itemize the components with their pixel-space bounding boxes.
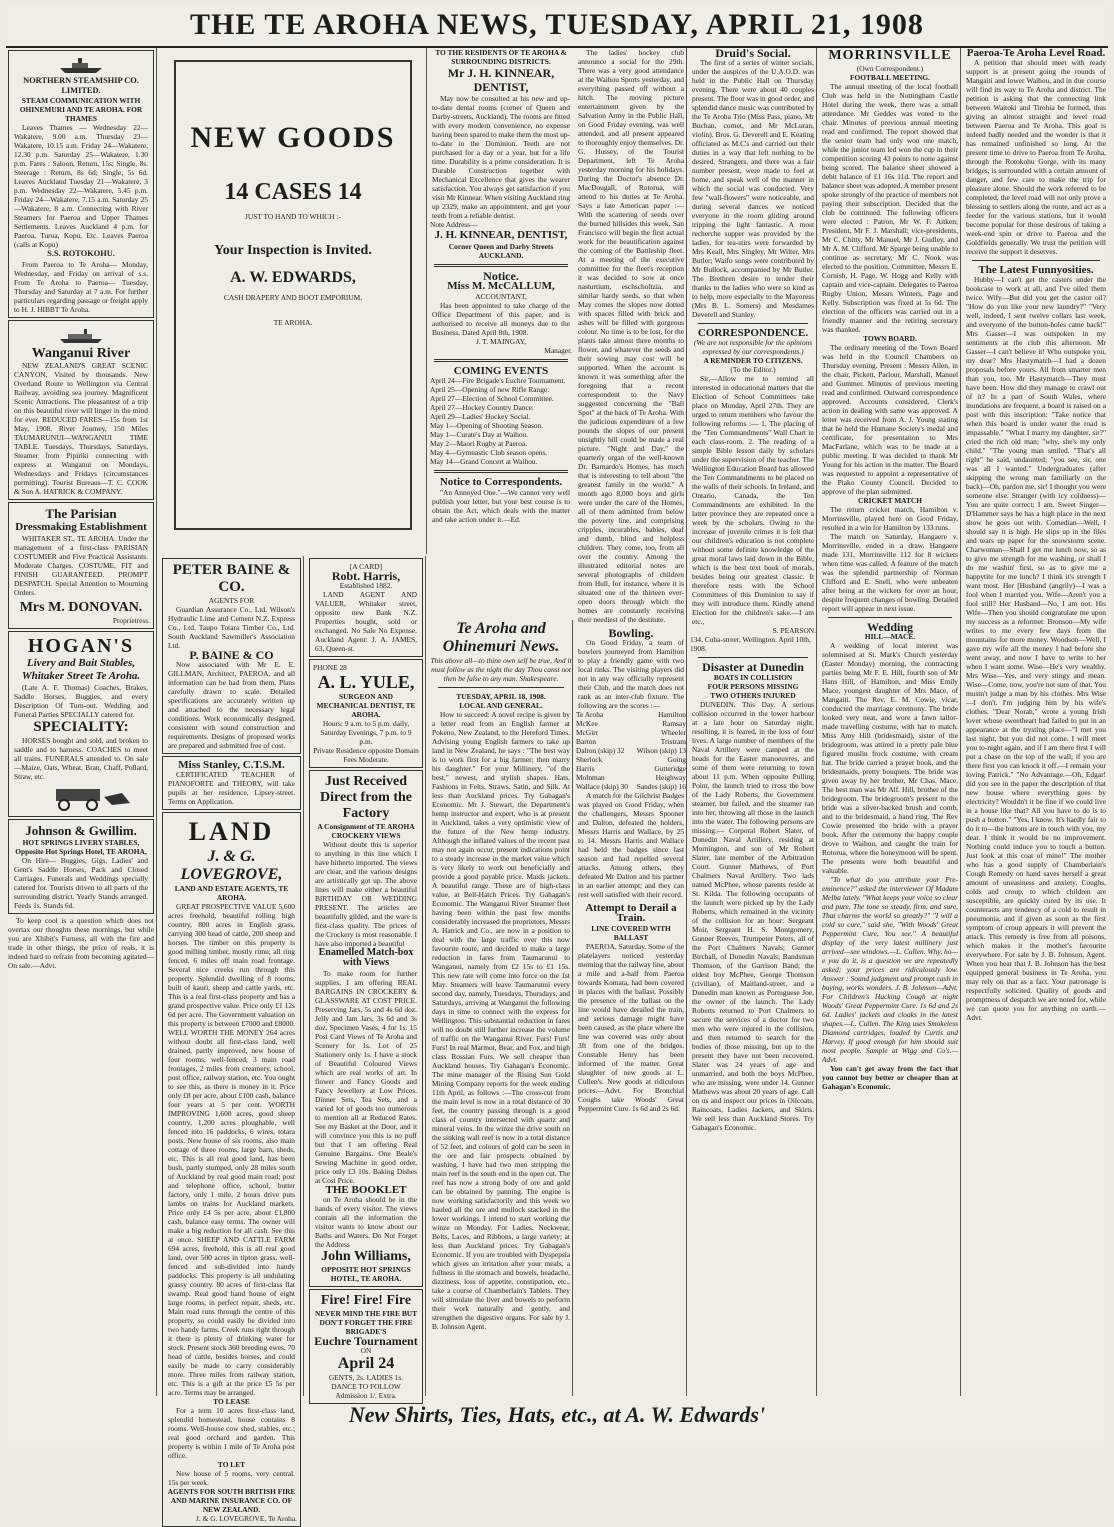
town-board-title: TOWN BOARD. — [863, 334, 917, 343]
divider — [434, 359, 568, 362]
mccallum-name: Miss M. McCALLUM, — [447, 280, 555, 293]
score-row — [576, 782, 686, 791]
score-cell: Dalton (skip) 32 — [576, 746, 625, 756]
hogans-sub: Livery and Bait Stables, Whitaker Street Te Aroha. — [21, 656, 141, 682]
agents-sign: J. & G. LOVEGROVE, Te Aroha. — [196, 1514, 297, 1524]
wedding-sub: HILL—MACE. — [864, 632, 916, 642]
johnson-body: On Hire— Buggies, Gigs, Ladies' and Gent's Saddle Horses, Pack and Closed Carriages. Funerals and Weddings specially catered for. Tourists driven to all parts of the surrounding district. Yearly Stands arranged. Feeds 1s. Stands 6d. — [14, 855, 148, 910]
paper-title: Te Aroha and Ohinemuri News. — [442, 620, 560, 655]
disaster-sub-2: FOUR PERSONS MISSING — [707, 681, 799, 691]
score-row — [576, 728, 686, 737]
col5-body: The ladies' hockey club announce a social for the 29th. There was a very good attendance at the Waihou Sports yesterday, and everything passed off without a hitch. The moving picture entertainment given by the Salvation Army in the Public Hall, on Good Friday evening, was well attended, and all present appeared to thoroughly enjoy themselves. Dr. G. Hussey, of the Tourist Department, left Te Aroha yesterday morning for his holidays. During the Doctor's absence Dr. MacDougall, of Rotorua, will attend to his duties at Te Aroha. Says a late American paper :—With the scattering of seeds over the burned hillsides this week, San Francisco will begin the first actual work for the beautification against the coming of the Battleship fleet. At a meeting of the executive committee for the fleet's reception it was decided to sow at once nasturtium, eschscholtzia, and similar hardy seeds, so that when May comes the slopes now dotted with spaces filled with brick and ashes will be filled with gorgeous colour. No time is to be lost, for the plants take almost three months to flower, and whatever the seeds and their sowing may cost will be supported. When the account is known it was something after the foregoing that a recent correspondent to the Navy suggested concerning the "Ball Spot" at the back of Te Aroha. With the judicious expenditure of a few pounds the slopes of our present unsightly hill could be made a real picture. "Night and Day," the quarterly organ of the well-known Dr. Barnardo's Homes, has much that is interesting to tell about "the greatest family in the world." A month ago 8,000 boys and girls were under the care of the Homes, all of them admitted from below the poverty line, and comprising cripples, incurables, babies, deaf and dumb, blind and helpless children. They come, too, from all over the country. Among the illustrated editorial notes are several photographs of children from Hull, for instance, where it is situated one of the thirteen ever-open doors through which the homes are constantly receiving their neediest of the destitute. — [578, 48, 684, 624]
derail-body: PAEROA, Saturday. Some of the platelayers noticed yesterday morning that the railway line, about a mile and a-half from Paeroa towards Komata, had been covered in places with the ballast. Possibly the presence of the ballast on the line would have derailed the train, and serious damage might have been caused, as the place where the line was covered was only about 3ft from one of the bridges. Constable Henry has been informed of the matter. Great slaughter of new goods at L. Cullen's. New goods at ridiculous prices.—Advt. For Bronchial Coughs take Woods' Great Peppermint Cure. 1s 6d and 2s 6d. — [578, 941, 684, 1113]
funnyosities-title: The Latest Funnyosities. — [978, 264, 1094, 277]
column-8 — [964, 48, 1108, 1396]
correspondents-body: "An Annoyed One."—We cannot very well publish your letter, but your best course is to obtain the Act, which deals with the matter and take action under it.—Ed. — [432, 487, 570, 524]
kinnear-address: Corner Queen and Darby Streets AUCKLAND. — [448, 242, 554, 260]
yule-phone: PHONE 28 — [313, 663, 347, 673]
johnson-title: Johnson & Gwillim. — [25, 822, 137, 838]
score-row — [576, 773, 686, 782]
river-steamer-icon — [58, 326, 104, 344]
edwards-role: CASH DRAPERY AND BOOT EMPORIUM, — [223, 293, 363, 302]
correspondence-title: CORRESPONDENCE. — [697, 327, 809, 340]
rotokohu-body: From Paeroa to Te Aroha— Monday, Wednesday, and Friday on arrival of s.s. From Te Aroha to Paeroa— Tuesday, Thursday and Saturday at 7 a.m. For further particulars regarding passage or freight apply to H. J. HIBBT Te Aroha. — [14, 259, 149, 314]
cases-count: 14 CASES 14 — [224, 179, 362, 205]
euchre-admission: Admission 1/. Extra. — [335, 1391, 397, 1401]
donovan-role: Proprietress. — [112, 615, 150, 625]
rotokohu-title: S.S. ROTOKOHU. — [47, 249, 115, 259]
mccallum-sign: J. T. MAINGAY, — [475, 336, 527, 346]
druid-title: Druid's Social. — [715, 46, 791, 60]
kinnear-notice: TO THE RESIDENTS OF TE AROHA & SURROUNDING DISTRICTS. — [435, 48, 567, 66]
cricket-sub: The return cricket match, Hamilton v. Morrinsville, played here on Good Friday, resulted in a win for Hamilton by 133 runs. — [822, 505, 958, 532]
johnson-ad — [8, 819, 154, 914]
divider — [434, 470, 568, 473]
yule-private: Private Residence opposite Domain Fees Moderate. — [313, 746, 419, 765]
event-item: April 24—Fire Brigade's Euchre Tournament. — [430, 376, 566, 386]
column-7 — [820, 48, 961, 1396]
edwards-place: TE AROHA. — [273, 318, 313, 327]
let-title: TO LET — [217, 1460, 246, 1470]
wedding-body: A wedding of local interest was solemnised at St. Mark's Church yesterday (Easter Monday) morning, the contracting parties being Mr F. E. Hill, fourth son of Mr Hans Hill, of Hamilton, and Miss Emily Mace, youngest daughter of Mrs Mace, of Mangaiti. The Rev. E. M. Cowie, vicar, conducted the marriage ceremony. The bride looked very neat, and wore a fawn tailor-made travelling costume, with hat to match. Miss Amy Hill (bridesmaid), sister of the bridegroom, was attired in a pretty pale blue figured muslin frock costume, with cream hat. The bride carried a prayer book, and the bridesmaids, pretty bouquets. The bride was given away by her brother, Mr Chas. Mace. The best man was Mr Alf. Hill, brother of the bridegroom. The bridegroom's present to the bride was a silver-backed brush and comb, and to the bridesmaid, a band ring. The Rev Cowie presented the bride with a prayer book. After the ceremony the happy couple drove to Waihou, and caught the train for Rotorua, where the honeymoon will be spent. The presents were both beautiful and valuable. — [822, 641, 958, 876]
event-item: May 1—Opening of Shooting Season. — [430, 421, 544, 431]
williams-sub: OPPOSITE HOT SPRINGS HOTEL, TE AROHA. — [321, 1264, 411, 1283]
kinnear-name: Mr J. H. KINNEAR, DENTIST, — [447, 66, 555, 94]
cricket-title: CRICKET MATCH — [858, 496, 922, 505]
northern-name: NORTHERN STEAMSHIP CO. LIMITED. — [23, 76, 139, 96]
lease-body: For a term 10 acres first-class land, splendid homestead, house contains 8 rooms. Well-house cow shed, stables, etc.; real good orchard and garden. This property is within 1 mile of Te Aroha post office. — [168, 1406, 295, 1461]
score-cell: Barton — [576, 737, 597, 747]
column-1 — [6, 48, 157, 1396]
bowling-tail: A match for the Gilchrist Badges was played on Good Friday, when the challengers, Messrs Spooner and Dalton, defeated the holders, Messrs Harris and Wallace, by 25 to 14. Messrs Harris and Wallace had held the badges since last season and had repelled several attacks. Among others, they defeated Mr Dalton and his partner in an earlier attempt; and they can rest well satisfied with their record. — [578, 791, 684, 900]
hogans-title: HOGAN'S — [27, 634, 135, 657]
matchbox-title: Enamelled Match-box with Views — [318, 947, 414, 969]
reminder-title: A REMINDER TO CITIZENS. — [703, 356, 803, 366]
score-cell: Molnman — [576, 773, 605, 783]
score-cell: McKee — [576, 719, 598, 729]
bowling-title: Bowling. — [608, 626, 654, 640]
correspondence-note: (We are not responsible for the opinions expressed by our correspondents.) — [693, 338, 813, 357]
score-row — [576, 710, 686, 719]
parisian-body: WHITAKER ST., TE AROHA. Under the management of a first-class PARISIAN COSTUMIER and Five Practical Assistants. Moderate Charges. COSTUME, FIT and FINISH GUARANTEED. PROMPT DESPATCH. Special Attention to Mourning Orders. — [14, 533, 148, 597]
score-cell: Gutteridge — [654, 764, 686, 774]
bowling-body: On Good Friday, a team of bowlers journeyed from Hamilton to play a friendly game with two local rinks. The visiting players did not in any way officially represent their Club, and the match does not rank as an inter-club fixture. The following are the scores :— — [578, 638, 684, 711]
harris-ad — [309, 558, 423, 657]
reminder-body: Sir,—Allow me to remind all interested in educational matters that the Election of School Committees take place on Monday, April 27th. They are urged to return members who favour the following reforms :— 1. The placing of the "Ten Commandments" Wall Chart in each class-room. 2. The reading of a simple Bible lesson daily by scholars under the supervision of the teacher. The Wellington Education Board has allowed the Ten Commandments to be placed on the walls of their schools. In Ireland, and Ontario, Canada, the Ten Commandments are exhibited. In the latter province they are repeated once a week by the scholars. Owing to the increase of juvenile crimes it is felt that our children's education is not complete without some definite knowledge of the great moral laws laid down in the Bible, which is the best text book of morals, besides being our greatest classic. It therefore rests with the School Committees of this Dominion to say if they will introduce them. Kindly attend Election for the children's sake.—I am etc., — [692, 374, 814, 627]
score-cell: Tristram — [660, 737, 686, 747]
kinnear-name-2: J. H. KINNEAR, DENTIST, — [434, 229, 568, 241]
johnson-sub: HOT SPRINGS LIVERY STABLES, Opposite Hot Springs Hotel, TE AROHA, — [15, 837, 147, 856]
crockery-body: Without doubt this is superior to anything in this line which I have hitherto imported. The views are clear, and the various designs are artistically got up. The above lines will make either a beautiful BIRTHDAY OR WEDDING PRESENT. The articles are beautifully gilded, and the ware is first-class quality. The prices of the Crockery is most reasonable. I have also imported a beautiful — [315, 840, 417, 949]
baine-title: PETER BAINE & CO. — [172, 562, 291, 595]
town-board-body: The ordinary meeting of the Town Board was held in the Council Chambers on Thursday evening. Present : Messrs Allen, in the chair, Pickett, Parlour, Marshall, Manuel and Gummer. Minutes of previous meeting read and confirmed. Outward correspondence approved. Accounts considered, Clerk's action in dealing with same was approved. A letter was received from A. J. Young stating that he held the Humane Society's medal and certificate, for presentation to Mrs MacFarlane, which was to be made at a public meeting. It was decided to thank Mr Young for his action in the matter. The Board was requested to appoint a representative of the Piako County Council. Decided to approve of the plan submitted. — [822, 343, 958, 496]
mccallum-body: Has been appointed to take charge of the Office Department of this paper, and is authorised to receive all moneys due to the Business. Dated April 8th, 1908. — [432, 300, 570, 337]
inspection-invited: Your Inspection is Invited. — [214, 243, 372, 258]
score-cell: Hamilton — [658, 710, 686, 720]
parisian-title: The Parisian — [45, 505, 117, 521]
disaster-sub-3: TWO OTHERS INJURED — [710, 690, 796, 700]
harris-est: Established 1882. — [339, 581, 393, 591]
col7-tail: "To what do you attribute your Pre-eminence?" asked the interviewer Of Madam Melba lately. "What keeps your voice so clear and pure, The tone so steady, firm, and sure, That charms the world so greatly?" "I will a cold so cure," said she, "With Woods' Great Peppermint Cure, You see." A beautiful display of the very latest millinery just arrived—see windows.—L. Cullen. Why, ho—e you do it, is a question we are repeatedly asked; your prices are ridiculously low. Answer : Sound judgment and prompt cash in buying, works wonders. J. B. Johnson—Advt. For Children's Hacking Cough at night Woods' Great Peppermint Cure. 1s 6d and 2s 6d. Ladies' jackets and cloaks in the latest shapes.—L. Cullen. The King uses Smokeless Diamond cartridges, loaded by Curtis and Harvey. If good enough for him should suit most people. Sample at Wigg and Co's.—Advt. — [822, 875, 958, 1065]
kinnear-ad-column — [430, 48, 572, 618]
coach-icon — [26, 783, 136, 811]
score-cell: Te Aroha — [576, 710, 604, 720]
event-item: April 27—Hockey Country Dance. — [430, 403, 534, 413]
score-cell: Going — [667, 755, 686, 765]
correspondents-title: Notice to Correspondents. — [439, 476, 563, 489]
coming-events-list — [430, 376, 572, 466]
matchbox-body: To make room for further supplies, I am offering REAL BARGAINS IN CROCKERY & GLASSWARE AT COST PRICE. Preserving Jars, 5s and 4s 6d doz. Jelly and Jam Jars, 3s 6d and 3s doz. Specimen Vases, 4 for 1s. 15 Post Card Views of Te Aroha and Scenery for 1s. Lot of 25 Stationery only 1s. I have a stock of Beautiful Coloured Views which are real works of art. In flower and Fancy Goods and Fancy Jewellery at Low Prices. Dinner Sets, Tea Sets, and a varied lot of goods too numerous to mention all at Reduced Rates. See my Basket at the Door, and it will convince you this is no puff but that I am offering Real Genuine Bargains. One Beale's Sewing Machine in good order, price only £3 10s. Baking Dishes at Cost Price. — [315, 968, 417, 1185]
euchre-dance: DANCE TO FOLLOW — [331, 1382, 401, 1392]
divider — [828, 617, 952, 618]
road-body: A petition that should meet with ready support is at present going the rounds of Mangaiti and lower Waihou, and in due course will find its way to Te Aroha and district. The petition is asking that the connecting link between Waitoki and Tirohia be formed, thus giving an almost straight and level road between Paeroa and Te Aroha. This goal is indeed badly needed and the wonder is that it has remained unfinished so long. At the present time to drive to Paeroa from Te Aroha, through the Rotokohu Gorge, with its many bridges, is surrounded with a certain amount of danger, and few care to make the trip for pleasure alone. Should the work referred to be completed, the level road will not only prove a blessing to settlers along the route, and act as a feeder for the various stations, but it would become popular for those desirous of taking a week-end spin or drive to Paeroa and the Goldfields generally. We trust the petition will receive the support it deserves. — [966, 58, 1106, 257]
divider — [438, 687, 564, 688]
score-row — [576, 746, 686, 755]
score-cell: Ramsay — [662, 719, 686, 729]
hogans-body: (Late A. F. Thomas) Coaches, Brakes, Saddle Horses, Buggies, and every Description Of Turn-out. Wedding and Funeral Parties SPECIALLY catered for. — [14, 682, 148, 719]
parisian-sub: Dressmaking Establishment — [15, 520, 147, 533]
event-item: May 2—Maori Rugby at Paeroa. — [430, 439, 528, 449]
williams-ad — [309, 770, 423, 1287]
druid-body: The first of a series of winter socials, under the auspices of the U.A.O.D. was held in the Public Hall on Thursday evening. There were about 40 couples present. The floor was in good order, and splendid dance music was contributed by the Te Aroha Trio (Miss Pass, piano, Mr Buchan, cornet, and Mr McLuran, violin). Bros. G. Deverell and E. Keating officiated as M.C's and carried out their duties in a way that left nothing to be desired. Strangers, and there was a fair number present, were made to feel at home, and speak well of the manner in which the social was conducted. Very few "wall-flowers" were noticeable, and during several dances we noticed everyone in the room gliding around tripping the light fantastic. A most recherche supper was provided by the ladies, for tea-stirs were forwarded by Mrs Keall, Mrs Singley, Mr Wilter, Mrs Butler; Waifo songs were contributed by Mr Bullock, accompanied by Mr Butler. The Brethren desire to tender their thanks to the ladies who were so kind as to help, more especially to the Mayoress (Mrs B. L. Somers) and Mesdames Deverell and Stanley. — [692, 58, 814, 320]
yule-title: A. L. YULE, — [317, 672, 415, 693]
fire-title: Fire! Fire! Fire — [320, 1292, 412, 1308]
let-body: New house of 5 rooms, very central. 15s per week. — [168, 1469, 295, 1488]
booklet-body: on Te Aroha should be in the hands of every visitor. The views contain all the information the visitor wants to know about our Baths and Waters. Do Not Forget the Address — [315, 1194, 417, 1249]
stanley-title: Miss Stanley, C.T.S.M. — [178, 759, 285, 772]
mccallum-notice: Notice. — [483, 269, 519, 283]
event-item: May 14—Grand Concert at Waihou. — [430, 457, 538, 467]
yule-sub: SURGEON AND MECHANICAL DENTIST, TE AROHA. — [316, 692, 416, 720]
edwards-name: A. W. EDWARDS, — [230, 269, 356, 286]
reminder-address: 134, Cuba-street, Wellington. April 10th, 1908. — [690, 635, 811, 654]
score-row — [576, 764, 686, 773]
editorial-date: TUESDAY, APRIL 18, 1908. — [456, 692, 546, 701]
yule-ad — [309, 659, 423, 768]
baine-ad — [162, 558, 301, 754]
column-6 — [690, 48, 817, 1396]
col7-close: You can't get away from the fact that you cannot buy better or cheaper than at Gahagan's Economic. — [822, 1064, 958, 1092]
baine-title-2: P. BAINE & CO — [189, 648, 274, 662]
northern-steamship-ad — [8, 50, 154, 318]
wanganui-title: Wanganui River — [31, 345, 131, 361]
event-item: April 25—Opening of new Rifle Range. — [430, 385, 550, 395]
baine-body: Guardian Assurance Co., Ltd. Wilson's Hydraulic Lime and Cement N.Z. Express Co., Ltd. Taupo Totara Timber Co., Ltd. South Auckland Sawmiller's Association Ltd. — [168, 605, 295, 650]
score-cell: McGirr — [576, 728, 599, 738]
harris-card: [A CARD] — [349, 562, 383, 571]
masthead-title: THE TE AROHA NEWS, TUESDAY, APRIL 21, 1908 — [190, 8, 924, 41]
column-4 — [430, 620, 573, 1396]
event-item: April 27—Election of School Committee. — [430, 394, 554, 404]
lovegrove-body: GREAT PROSPECTIVE VALUE 5,600 acres freehold, beautiful rolling high country, 800 acres in English grass, carrying 300 head of cattle, 200 sheep and horses. The timber on this property is good milling timber, mostly rimu; all ring fenced. 6 miles off main road frontage. Several nice creeks run through this property. Splendid dwelling of 8 rooms, built of kauri, sheep and cattle yards, etc. This is a real first-class property and has a grand prospective value. Price only £1 12s 6d per acre. The Government valuation on this property is between £7000 and £8000. WELL WORTH THE MONEY 264 acres without doubt all first-class land, well drained, partly improved, new house of four rooms, well-fenced, 3 main road frontages, 2 miles from creamery, school, post office, railway station, etc. You ought to see this, as there is money in it. Price only £8 per acre, about £100 cash, balance four years at 5 per cent. WORTH IMPROVING 1,600 acres, good sheep country, 1,200 acres ploughable, well fenced into 16 paddocks, 6 wires, totara posts. New house of six rooms, also main cottage of three rooms, large barn, sheds, etc. This is all real good land, has been bush, partly stumped, only 28 miles south of Auckland by real good main road; post and telephone office, school, butter factory, only 1 mile, 2 hours drive puts lambs on trains for Auckland markets. Price only £4 5s per acre, about £1,800 cash, balance easy terms. The owner will make a big reduction for all cash. See this at once. SHEEP AND CATTLE FARM 694 acres, freehold, this is all real good land, over 500 acres in tipton grass, well-fenced and sub-divided into handy paddocks. This property is all undulating grassy country. 80 acres of first-class flat swamp. Real good hand house of eight large rooms, in perfect repair, sheds, etc. Main road runs through the centre of this property, so could easily be divided into two handy farms. Creek runs right through it there is plenty of drinking water for stock. Present stock 360 breeding ewes, 70 head of cattle, besides horses, and could easily be made to carry considerably more. Three miles from railway station, etc. This is a gift at the price £5 5s per acre. Terms may be arranged. — [168, 902, 295, 1398]
local-general-body: How to succeed: A novel recipe is given by a letter read from an English farmer at Pokeno, New Zealand, to the Hereford Times. Advising young English farmers to take up land in New Zealand, he says : "The best way is to work first for a big farmer; then marry his daughter." For your Millinery, "of the best," newest, and stylish shapes. Hats, Fashions in Felts, Straws, Satin, and Silk. At less than Auckland prices. Try Gahagan's Economic. Mr J. Stewart, the Department's hemp instructor and expert, who is at present in Auckland, takes a very optimistic view of the future of the New hemp industry. Although the inflated values of the recent past may not again occur, present indications point to a steady increase in the market value which is very likely to work out beneficially and provide a good payable price. Maids jackets. A beautiful range. These are of high-class value, at Bell-Hatch Prices. Try Gahagan's Economic. The Wanganui River Steamer fleet having been within the past few months considerably increased the proprietors, Messrs A. Hatrick and Co., are now in a position to deal with the large traffic over this now favourite route, and decided to make a large reduction in fares from Taumarunui to Wanganui, namely from £2 15s to £1 15s. This new rate will come into force on the 1st May. Steamers will leave Taumarunui every second day, namely, Tuesdays, Thursdays, and Saturdays, arriving at Wanganui the following days in time to connect with the express for Wellington. This substantial reduction in fares will no doubt still further increase the volume of traffic on the Wanganui River. Furs! Furs! Furs! In real Marmot, Bear, and Fox, and high class Rossian Furs. We sell cheaper than Auckland houses. Try Gahagan's Economic. The mine manager of the Rising Sun Gold Mining Company reports for the week ending 11th April, as follows :—The cross-cut from the main level is now in a total distance of 30 feet, the country passing through is a good class of country intersected with quartz and mineral veins. In the winze the drive south on the sinking wall reef is now in a total distance of 52 feet, and colours of gold can be seen in the ore and fair prospects obtained by washing. I have had two men stripping the main reef in the south end in the open cut. The reef has now a strong body of ore and gold can be obtained by panning. The engine is now working satisfactorily and this week we hauled all the ore and mullock stacked in the lower workings. I intend to start working the winze on Monday. For Ladies, Neckwear, Belts, Laces, and Ribbons, a large variety; at less than Auckland prices. Try Gahagan's Economic. If you are troubled with Dyspepsia which gives an irritation after your meals, a fullness in the stomach and bowels, headache, dizziness, loss of appetite, constipation, etc., take a course of Chamberlain's Tablets. They will stimulate the liver and bowels to perform their work naturally and gently, and strengthen the digestive organs. For sale by J. B. Johnson Agent. — [432, 710, 570, 1331]
score-cell: Harris — [576, 764, 595, 774]
local-general-title: LOCAL AND GENERAL. — [459, 701, 543, 710]
motto: This above all—to thine own self be true, And it must follow as the night the day Thou canst not then be false to any man. Shakespeare. — [430, 656, 572, 683]
speciality-title: SPECIALITY: — [33, 718, 129, 735]
event-item: May 1—Curate's Day at Waihou. — [430, 430, 529, 440]
score-cell: Wilson (skip) 13 — [636, 746, 686, 756]
bowling-scores — [576, 710, 686, 791]
disaster-sub-1: BOATS IN COLLISION — [713, 672, 793, 682]
euchre-ad — [309, 1289, 423, 1404]
donovan-name: Mrs M. DONOVAN. — [19, 599, 143, 615]
wedding-title: Wedding — [866, 620, 914, 634]
funnyosities-body: Hubby—I can't get the casters under the bookcase to work at all, and I've oiled them twice. Wify—But did you get the castor oil? "How do you like your new laundry?" "Very well, indeed, I sent twelve collars last week, and everyone of the button-holes came back!" Mrs Gasser—I was outspoken in my sentiments at the club this afternoon. Mr Gasser—I can't believe it! Who outspoke you, my dear? Mrs Hastymatch—I had a dozen proposals before yours. All from smarter men than you, too. Mr Hastymatch—They must have been. How did they manage to crawl out of it? In a part of South Wales, where inundations are frequent, a board is raised on a post with this inscription: "Take notice that when this board is under water the road is impassable." "What I marry my daughter, sir?" cried the rich old man; "why, she's my only child." "The young man smiled. "That's all right" he said, undaunted; "you see, sir, one was all I wanted." Undergraduates (after skipping the wrong man familiarly on the back)—Oh, pardon me, sir! I thought you were someone else. Stranger (with icy coldness)—You are quite correct; I am. Sweet Singer—D'Hammer says he has a high place in the next show he goes out with. Comedian—Well, I should say it is high. He slips up in the files and tears up paper for the snowstorm scene. Charwoman—Shall I get me lunch now, so as to give me strength for me washing, or shall I do me washin' first, so as to give me a happytite for me lunch? I think it's strength I want most. Her [Husband (angrily)—I was a fool when I married you. Wife—Aren't you a fool still? Her Husband—No, I am not. His Wife—Then you should congratulate me upon my success as a reformer. Bronson—My wife writes to me every few days from the mountains for more money. Woodson—Well, I gave my wife all the money I had before she went away, and now I have to write to her when I want some. Wise—He's very wealthy. Mrs Wise—Yes, and very stingy and mean. Wise—Come, now, you're not sure of that. You mustn't judge a man by his clothes. Mrs Wise—I don't. I'm judging him by his wife's clothes. "Dear Norah," wrote a young Irish lover whose sweetheart had failed to put in an appearance at the trysting place—"I met you last night, but you did not come. I will meet you to-night again, and if I am there first I will put a chase on the top of the wall; if you are there first you can knock it off.—I remain your loving Patrick." "No Advantage.—Oh, Edgar! did you see in the paper the description of that new house where everything goes by electricity? Wouldn't it be fine if we could live in a house like that? All you have to do is to push a button." "Yes, I know. It's hardly fair to do it to—the buttons are in touch with you, my dear. I think it would be no improvement. Nothing could induce you to touch a button. Just look at this coat of mine!" The mother who has a good supply of Chamberlain's Cough Remedy on hand saves herself a great amount of uneasiness and anxiety. Coughs, colds and croup, to which children are susceptible, are quickly cured by its use. It counteracts any tendency of a cold to result in pneumonia, and if given as soon as the first symptom of croup appears it will prevent the attack. This remedy is free from all poisons, which makes it the mother's favourite everywhere. For sale by J. B. Johnson, Agent. When you hear that J. B. Johnson has the best equipped general business in Te Aroha, you may rely on that as a fact. Your patronage is respectfully solicited. Quality of goods and promptness of despatch we are noted for, while we can quote you for anything on earth.—Advt. — [966, 275, 1106, 1023]
coming-events-title: COMING EVENTS — [453, 364, 549, 377]
kinnear-note: Note Address— — [430, 220, 478, 229]
new-goods-ad — [160, 48, 427, 554]
road-title: Paeroa-Te Aroha Level Road. — [966, 47, 1106, 59]
euchre-title: Euchre Tournament — [314, 1333, 418, 1348]
column-5 — [576, 48, 687, 1396]
lease-title: TO LEASE — [213, 1397, 250, 1407]
lovegrove-title: J. & G. LOVEGROVE, — [180, 848, 283, 884]
football-body: The annual meeting of the local football Club was held in the Nottingham Castle Hotel during the week, there was a small attendance. Mr Geddes was voted to the chair. Minutes of previous annual meeting read and confirmed. The report showed that the senior team had only won one match, while the junior team led won the cup in their competition scoring 43 points to none against being scored. The balance sheet showed a debit balance of £1 16s 11d. The report and balance sheet was adopted. A member present spoke strongly of the practice of members not paying their subscription. Decided that the club be continued. The following officers were elected : Patron, Mr W. F. Aitken; President, Mr F. J. Marshall; vice-presidents, Mr C. Chitty, Mr Manuel, Mr J. Gudley, and Mr A. M. Clifford. Mr Sparge being unable to continue as secretary, Mr C. Nook was elected to the position. Committee, Messrs E. Cornish, H. Page, W. Hogg and Kelly with captain and vice-captain. Delegates to Paeroa Rugby Union, Messrs Winters, Page and Kelly. Subscription was fixed at 5s 6d. The election of the officers was carried out in a friendly manner and the retiring secretary was thanked. — [822, 82, 958, 334]
divider — [698, 657, 808, 658]
column-3 — [307, 556, 426, 1401]
divider — [698, 323, 808, 324]
score-cell: Wheeler — [660, 728, 686, 738]
kinnear-body: May now be consulted at his new and up-to-date dental rooms (corner of Queen and Darby-streets, Auckland). The rooms are fitted with every modern convenience, no expense having been spared to make them the most up-to-date in the Dominion. Teeth are not purchased for a day or a year, but for a life time. Durability is a prime consideration. It is Durable Construction together with Mechanical Excellence that gives the wearer satisfaction. You always get satisfaction if you visit Mr Kinnear. When visiting Auckland ring up 2329, make an appointment, and get your teeth from a reliable dentist. — [432, 94, 571, 220]
score-cell: Sherlock — [576, 755, 603, 765]
stanley-body: CERTIFICATED TEACHER of PIANOFORTE and THEORY, will take pupils at her residence, Lipsey-street. Terms on Application. — [168, 770, 295, 807]
speciality-body: HORSES bought and sold, and broken to saddle and to harness. COACHES to meet all trains. FUNERALS attended to. On sale—Maize, Oats, Wheat, Bran, Chaff, Pollard, Straw, etc. — [14, 735, 148, 781]
received-title: Just Received Direct from the Factory — [320, 774, 412, 822]
booklet-title: THE BOOKLET — [325, 1183, 407, 1196]
consignment: A Consignment of TE AROHA CROCKERY VIEWS — [317, 822, 415, 841]
event-item: April 29—Ladies' Hockey Social. — [430, 412, 531, 422]
lovegrove-sub: LAND AND ESTATE AGENTS, TE AROHA. — [174, 884, 289, 903]
score-row — [576, 737, 686, 746]
harris-title: Robt. Harris, — [331, 569, 401, 583]
euchre-on: ON — [360, 1346, 372, 1356]
baine-body-2: Now associated with Mr E. E. GILLMAN, Architect, PAEROA, and all information can be had from them. Plans carefully drawn to scale. Detailed specifications are accurately written up and attached to the necessary legal conditions. Work economically designed, consistent with sound construction and requirements. Designs of proposed works are prepared and submitted free of cost. — [168, 660, 295, 751]
fire-sub: NEVER MIND THE FIRE BUT DON'T FORGET THE FIRE BRIGADE'S — [314, 1308, 418, 1336]
stanley-ad — [162, 756, 301, 810]
steamship-icon — [58, 56, 104, 74]
mccallum-sign-role: Manager. — [544, 345, 572, 355]
event-item: May 4—Gymnastic Club season opens. — [430, 448, 548, 458]
score-cell: Sandes (skip) 16 — [636, 782, 686, 792]
reminder-sign: S. PEARSON. — [772, 626, 816, 636]
euchre-gents: GENTS, 2s. LADIES 1s. — [328, 1373, 404, 1383]
footer-ad: New Shirts, Ties, Hats, etc., at A. W. Edwards' — [348, 1402, 766, 1427]
land-title: LAND — [188, 817, 275, 847]
score-cell: Wallace (skip) 30 — [576, 782, 628, 792]
reminder-to: (To the Editor.) — [730, 365, 776, 375]
derail-title: Attempt to Derail a Train. — [585, 902, 677, 925]
new-goods-title: NEW GOODS — [190, 121, 396, 154]
score-row — [576, 719, 686, 728]
divider — [434, 264, 568, 267]
parisian-ad — [8, 502, 154, 629]
cricket-body: The match on Saturday, Hangaere v. Morrinsville, ended in a draw, Hangaere made 131, Morrinsville 112 for 8 wickets when time was called. A feature of the match was the splendid partnership of Norman Clifford and E. Snell, who were unbeaten after being at the wickets for over an hour, despite frequent changes of bowling. Detailed report will appear in next issue. — [822, 532, 958, 613]
agents-title: AGENTS FOR SOUTH BRITISH FIRE AND MARINE INSURANCE CO. OF NEW ZEALAND. — [167, 1487, 296, 1515]
wanganui-body: NEW ZEALAND'S GREAT SCENIC CANYON, Visited by thousands. New Overland Route to Wellington via Central Railway, avoiding sea journey. Magnificent Scenic Attractions. The pleasantest of a trip on this beautiful river will linger in the mind for ever. REDUCED FARES—15s from 1st May, 1908. River Journey, 150 Miles TAUMARUNUI—WANGANUI TIME TABLE. Tuesdays, Thursdays, Saturdays, Steamer from Pipiriki connecting with express at Wanganui on Mondays, Wednesdays and Fridays (circumstances permitting). Tourist Bureaus—T. C. COOK & Son A. HATRICK & COMPANY. — [14, 360, 148, 496]
masthead — [6, 4, 1108, 48]
euchre-date: April 24 — [337, 1355, 395, 1373]
hogans-ad — [8, 631, 154, 817]
harris-body: LAND AGENT AND VALUER, Whitaker street, opposite new Bank N.Z. Properties bought, sold or exchanged. No Sale No Expense. Auckland Agent: J. A. JAMES, 63, Queen-st. — [315, 590, 417, 654]
johnson-tail: To keep cool is a question which does not overtax our thoughts these mornings, but while you are Xhibit's Furness, all with the fire and trade in other things, the price of reals, it is indeed hard to refrain from becoming agitated—On sale.—Advt. — [8, 915, 154, 970]
yule-hours: Hours: 9 a.m. to 5 p.m. daily, Saturday Evenings, 7 p.m. to 9 p.m. — [320, 719, 412, 747]
score-row — [576, 755, 686, 764]
football-title: FOOTBALL MEETING. — [849, 73, 931, 82]
williams-title: John Williams, — [321, 1248, 411, 1264]
score-cell: Heighway — [655, 773, 686, 783]
wanganui-ad — [8, 320, 154, 500]
disaster-body: DUNEDIN, This Day. A serious collision occurred in the lower harbour at a late hour on Saturday night, resulting, it is feared, in the loss of four lives. A large number of members of the Naval Artillery were camped at the heads for the Easter manoeuvres, and some of them were returning to town about 11 p.m. When opposite Pulling Point, the launch tried to cross the bow of the Lady Roberts, the Government steamer, but failed, and the steamer ran into her, throwing all those in the launch into the water. The following persons are missing:— Corporal Robert Slater, of Dunedin Naval Artillery, residing at Mornington, and son of Mr Robert Slater, late member of the Arbitration Court. Gunner Mathews, of Port Chalmers Naval Artillery. Two lads named McPhee, whose parents reside at St. Kilda. The following occupants of the launch were picked up by the Lady Roberts, which remained in the vicinity of the collision for an hour: Sergeant Moir, Sergeant H. S. Montgomery, Gunner Reeves, Trumpeter Peters, all of the Port Chalmers Navals; Gunner Birchall, of Dunedin Navals; Bandsman Thomson, of the Garrison Band; the eldest boy McPhee, George Thomson (civilian), of Maitland-street, and a Dunedin man known as Portuguese Joe, the owner of the launch. The Lady Roberts returned to Port Chalmers to secure the services of a doctor for two men who were injured in the collision, and then returned to search for the bodies of those missing, but up to the present they have not been recovered. Slater was 24 years of age and unmarried, and both the boys McPhee, who are missing, were under 14. Gunner Mathews was about 20 years of age. Call on us and inspect our prices in Oilcoats, Raincoats, Ladies Jackets, and Skirts. We sell less than Auckland Stores. Try Gahagan's Economic. — [692, 699, 814, 1132]
baine-agents: AGENTS FOR — [208, 596, 255, 605]
derail-sub: LINE COVERED WITH BALLAST — [591, 923, 671, 942]
northern-sub: STEAM COMMUNICATION WITH OHINEMURI AND TE AROHA. FOR THAMES — [19, 96, 143, 124]
northern-body: Leaves Thames — Wednesday 22—Wakatere, 9.00 a.m. Thursday 23—Wakatere, 10.15 a.m. Friday 24—Wakatere, 12.30 p.m. Saturday 25—Wakatere, 1.30 p.m. Fares : Saloon, Return, 15s; Single, 8s. Steerage : Return, 8s 6d; Single, 5s 6d. Leaves Auckland Tuesday 21—Wakatere, 3 p.m. Wednesday 22—Wakatere, 5.45 p.m. Friday 24—Wakatere, 7.15 a.m. Saturday 25—Wakatere, 8 a.m. Connecting with River Steamers for Paeroa and Upper Thames Settlements. Leaves Auckland 4 p.m. for Paeroa, Turua, Kopu, Etc. Leaves Paeroa (calls at Kopu) — [14, 123, 148, 250]
morrinsville-title: MORRINSVILLE — [828, 48, 952, 63]
divider — [972, 260, 1100, 261]
mccallum-role: ACCOUNTANT, — [475, 291, 527, 301]
own-correspondent: (Own Correspondent.) — [856, 64, 924, 73]
newspaper-page — [6, 4, 1108, 1524]
column-2 — [160, 556, 304, 1524]
disaster-title: Disaster at Dunedin — [702, 660, 804, 675]
just-to-hand: JUST TO HAND TO WHICH :- — [245, 212, 341, 221]
